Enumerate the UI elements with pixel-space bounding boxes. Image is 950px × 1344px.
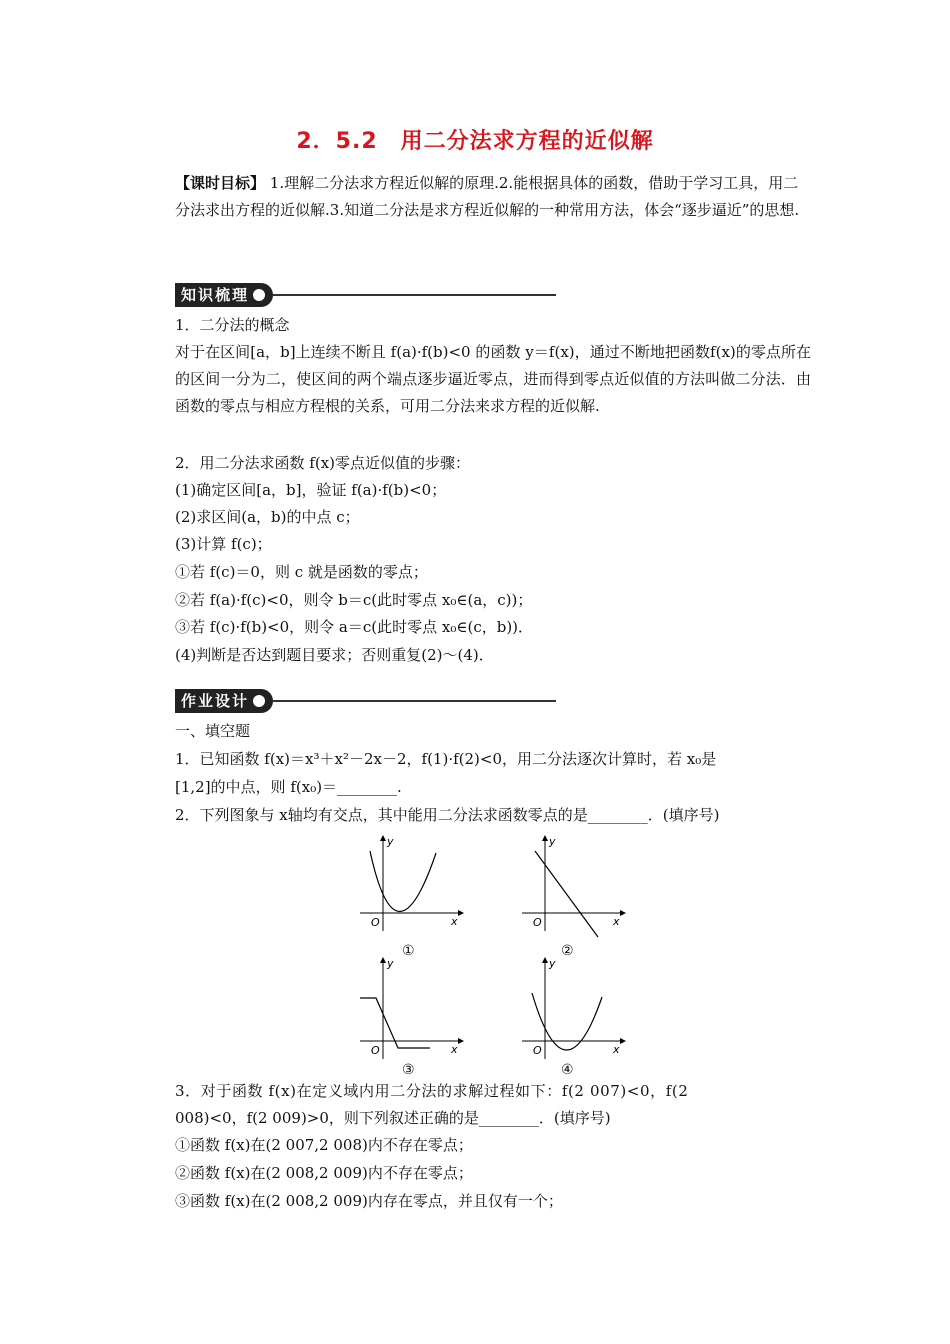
step-line: (2)求区间(a，b)的中点 c； xyxy=(175,508,360,526)
question-3-option: ②函数 f(x)在(2 008,2 009)内不存在零点； xyxy=(175,1164,473,1182)
axis-x-label: x xyxy=(613,915,620,928)
axis-y-label: y xyxy=(387,835,394,848)
step-line: (4)判断是否达到题目要求；否则重复(2)～(4)． xyxy=(175,646,494,664)
step-line: ②若 f(a)·f(c)<0，则令 b＝c(此时零点 x₀∈(a，c))； xyxy=(175,591,533,609)
question-3-option: ③函数 f(x)在(2 008,2 009)内存在零点，并且仅有一个； xyxy=(175,1192,563,1210)
graph-2 xyxy=(520,833,630,947)
objectives-label: 【课时目标】 xyxy=(175,174,266,192)
page-title: 2．5.2 用二分法求方程的近似解 xyxy=(296,129,654,154)
section-label: 知识梳理 xyxy=(175,283,273,307)
origin-label: O xyxy=(533,916,542,929)
axis-x-label: x xyxy=(451,1043,458,1056)
step-line: ③若 f(c)·f(b)<0，则令 a＝c(此时零点 x₀∈(c，b))． xyxy=(175,618,534,636)
axis-y-label: y xyxy=(549,835,556,848)
bullet-dot-icon xyxy=(253,695,265,707)
bullet-dot-icon xyxy=(253,289,265,301)
graph-number: ① xyxy=(402,943,415,959)
graph-number: ③ xyxy=(402,1062,415,1078)
graph-1 xyxy=(358,833,468,937)
question-2: 2．下列图象与 x轴均有交点，其中能用二分法求函数零点的是________．(填序号) xyxy=(175,806,720,824)
graph-number: ④ xyxy=(561,1062,574,1078)
origin-label: O xyxy=(371,916,380,929)
part-heading: 一、填空题 xyxy=(175,722,251,740)
objectives xyxy=(175,170,811,224)
origin-label: O xyxy=(371,1044,380,1057)
question-3-option: ①函数 f(x)在(2 007,2 008)内不存在零点； xyxy=(175,1136,473,1154)
step-line: (3)计算 f(c)； xyxy=(175,535,272,553)
question-3-line-2: 008)<0，f(2 009)>0，则下列叙述正确的是________．(填序号) xyxy=(175,1109,611,1127)
axis-y-label: y xyxy=(549,957,556,970)
section-label: 作业设计 xyxy=(175,689,273,713)
question-1-line-1: 1．已知函数 f(x)＝x³＋x²－2x－2，f(1)·f(2)<0，用二分法逐次计算时，若 x₀是 xyxy=(175,750,717,768)
section-rule xyxy=(273,700,556,702)
knowledge-heading-2: 2．用二分法求函数 f(x)零点近似值的步骤： xyxy=(175,454,471,472)
question-1-line-2: [1,2]的中点，则 f(x₀)＝________. xyxy=(175,778,402,796)
axis-y-label: y xyxy=(387,957,394,970)
objectives-text: 1.理解二分法求方程近似解的原理.2.能根据具体的函数，借助于学习工具，用二分法求出方程的近似解.3.知道二分法是求方程近似解的一种常用方法，体会“逐步逼近”的思想. xyxy=(175,174,800,219)
graph-3 xyxy=(358,955,468,1069)
axis-x-label: x xyxy=(451,915,458,928)
step-line: ①若 f(c)＝0，则 c 就是函数的零点； xyxy=(175,563,428,581)
origin-label: O xyxy=(533,1044,542,1057)
section-rule xyxy=(273,294,556,296)
graph-number: ② xyxy=(561,943,574,959)
axis-x-label: x xyxy=(613,1043,620,1056)
graph-4 xyxy=(520,955,630,1069)
knowledge-paragraph-1: 对于在区间[a，b]上连续不断且 f(a)·f(b)<0 的函数 y＝f(x)，通过不断地把函数f(x)的零点所在的区间一分为二，使区间的两个端点逐步逼近零点，进而得到零点近似值的方法叫做二分法．由函数的零点与相应方程根的关系，可用二分法来求方程的近似解. xyxy=(175,343,811,415)
step-line: (1)确定区间[a，b]，验证 f(a)·f(b)<0； xyxy=(175,481,447,499)
knowledge-heading-1: 1．二分法的概念 xyxy=(175,316,290,334)
question-3-line-1: 3．对于函数 f(x)在定义域内用二分法的求解过程如下：f(2 007)<0，f(2 xyxy=(175,1082,689,1100)
